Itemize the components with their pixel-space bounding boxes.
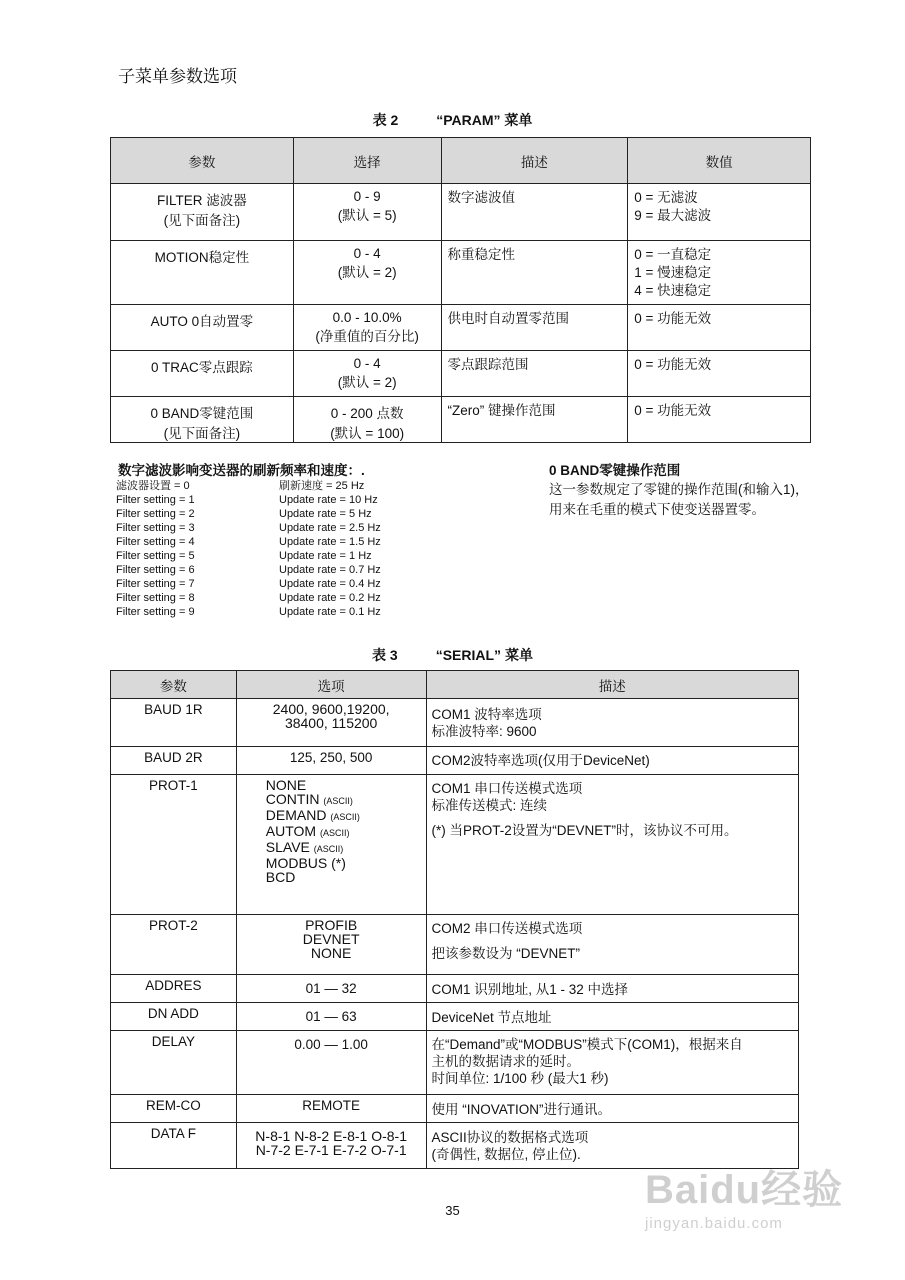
list-item: Filter setting = 5 Update rate = 1 Hz (116, 550, 372, 562)
param-cell: FILTER 滤波器 (见下面备注) (111, 184, 294, 241)
table2-caption (0, 110, 905, 130)
param-cell: DN ADD (111, 1003, 237, 1031)
list-item: Filter setting = 2 Update rate = 5 Hz (116, 508, 372, 520)
options-cell: 01 — 32 (236, 975, 426, 1003)
desc-cell: 在“Demand”或“MODBUS”模式下(COM1)，根据来自 主机的数据请求的延时。 时间单位: 1/100 秒 (最大1 秒) (426, 1031, 798, 1095)
desc-cell: COM2波特率选项(仅用于DeviceNet) (426, 747, 798, 775)
table-row (111, 184, 811, 241)
list-item: Filter setting = 3 Update rate = 2.5 Hz (116, 522, 381, 534)
param-cell: DATA F (111, 1123, 237, 1169)
list-item: Filter setting = 7 Update rate = 0.4 Hz (116, 578, 381, 590)
param-cell: BAUD 1R (111, 699, 237, 747)
choice-cell: 0 - 9 (默认 = 5) (293, 184, 441, 241)
param-menu-table (110, 137, 811, 443)
options-cell: REMOTE (236, 1095, 426, 1123)
table3-caption (0, 645, 905, 665)
param-cell: AUTO 0自动置零 (111, 305, 294, 351)
desc-cell: COM1 识别地址, 从1 - 32 中选择 (426, 975, 798, 1003)
table2-caption-number: 表 2 (372, 112, 399, 128)
table-header-row (111, 671, 799, 699)
watermark-url: jingyan.baidu.com (645, 1215, 783, 1232)
list-item: Filter setting = 4 Update rate = 1.5 Hz (116, 536, 381, 548)
desc-cell: 供电时自动置零范围 (441, 305, 628, 351)
param-cell: DELAY (111, 1031, 237, 1095)
options-cell: 0.00 — 1.00 (236, 1031, 426, 1095)
values-cell: 0 = 无滤波 9 = 最大滤波 (628, 184, 811, 241)
options-cell: 125, 250, 500 (236, 747, 426, 775)
values-cell: 0 = 一直稳定 1 = 慢速稳定 4 = 快速稳定 (628, 241, 811, 305)
header-desc: 描述 (441, 138, 628, 184)
choice-cell: 0 - 200 点数 (默认 = 100) (293, 397, 441, 443)
desc-cell: 零点跟踪范围 (441, 351, 628, 397)
param-cell: 0 BAND零键范围 (见下面备注) (111, 397, 294, 443)
table-header-row (111, 138, 811, 184)
watermark-brand: Baidu经验 (645, 1168, 844, 1212)
filter-note-title: 数字滤波影响变送器的刷新频率和速度：. (118, 463, 365, 478)
desc-cell: 使用 “INOVATION”进行通讯。 (426, 1095, 798, 1123)
list-item: Filter setting = 6 Update rate = 0.7 Hz (116, 564, 381, 576)
param-cell: ADDRES (111, 975, 237, 1003)
values-cell: 0 = 功能无效 (628, 305, 811, 351)
param-cell: 0 TRAC零点跟踪 (111, 351, 294, 397)
section-title: 子菜单参数选项 (118, 67, 237, 86)
param-cell: REM-CO (111, 1095, 237, 1123)
table-row (111, 397, 811, 443)
table-row (111, 975, 799, 1003)
table-row (111, 1031, 799, 1095)
options-cell: N-8-1 N-8-2 E-8-1 O-8-1 N-7-2 E-7-1 E-7-2 O-7-1 (236, 1123, 426, 1169)
table-row (111, 699, 799, 747)
desc-cell: DeviceNet 节点地址 (426, 1003, 798, 1031)
page-number: 35 (445, 1203, 460, 1218)
baidu-watermark (645, 1158, 865, 1248)
table-row (111, 351, 811, 397)
choice-cell: 0 - 4 (默认 = 2) (293, 351, 441, 397)
header-param: 参数 (111, 671, 237, 699)
list-item: 滤波器设置 = 0 刷新速度 = 25 Hz (116, 480, 365, 492)
desc-cell: 称重稳定性 (441, 241, 628, 305)
band-note-text: 这一参数规定了零键的操作范围(和输入1)，用来在毛重的模式下使变送器置零。 (549, 482, 809, 517)
desc-cell: 数字滤波值 (441, 184, 628, 241)
options-cell: 01 — 63 (236, 1003, 426, 1031)
choice-cell: 0.0 - 10.0% (净重值的百分比) (293, 305, 441, 351)
param-cell: BAUD 2R (111, 747, 237, 775)
values-cell: 0 = 功能无效 (628, 351, 811, 397)
list-item: Filter setting = 9 Update rate = 0.1 Hz (116, 606, 381, 618)
header-values: 数值 (628, 138, 811, 184)
list-item: Filter setting = 8 Update rate = 0.2 Hz (116, 592, 381, 604)
choice-cell: 0 - 4 (默认 = 2) (293, 241, 441, 305)
table3-caption-title: “SERIAL” 菜单 (435, 647, 533, 663)
table-row (111, 915, 799, 975)
options-cell: NONE CONTIN (ASCII) DEMAND (ASCII) AUTOM (ASCII) SLAVE (ASCII) MODBUS (*) BCD (236, 775, 426, 915)
header-param: 参数 (111, 138, 294, 184)
table-row (111, 305, 811, 351)
table3-caption-number: 表 3 (372, 647, 398, 663)
header-desc: 描述 (426, 671, 798, 699)
desc-cell: “Zero” 键操作范围 (441, 397, 628, 443)
serial-menu-table (110, 670, 799, 1169)
desc-cell: COM1 波特率选项 标准波特率: 9600 (426, 699, 798, 747)
table-row (111, 1003, 799, 1031)
header-options: 选项 (236, 671, 426, 699)
table-row (111, 1095, 799, 1123)
table-row (111, 775, 799, 915)
desc-cell: ASCII协议的数据格式选项 (奇偶性, 数据位, 停止位). (426, 1123, 798, 1169)
options-cell: PROFIB DEVNET NONE (236, 915, 426, 975)
param-cell: MOTION稳定性 (111, 241, 294, 305)
param-cell: PROT-2 (111, 915, 237, 975)
table-row (111, 747, 799, 775)
table2-caption-title: “PARAM” 菜单 (436, 112, 533, 128)
header-choice: 选择 (293, 138, 441, 184)
values-cell: 0 = 功能无效 (628, 397, 811, 443)
desc-cell: COM1 串口传送模式选项 标准传送模式: 连续 (*) 当PROT-2设置为“DEVNET”时，该协议不可用。 (426, 775, 798, 915)
param-cell: PROT-1 (111, 775, 237, 915)
table-row (111, 241, 811, 305)
options-cell: 2400, 9600,19200, 38400, 115200 (236, 699, 426, 747)
filter-rate-list (116, 479, 381, 619)
list-item: Filter setting = 1 Update rate = 10 Hz (116, 494, 378, 506)
band-note-title: 0 BAND零键操作范围 (549, 463, 681, 478)
desc-cell: COM2 串口传送模式选项 把该参数设为 “DEVNET” (426, 915, 798, 975)
